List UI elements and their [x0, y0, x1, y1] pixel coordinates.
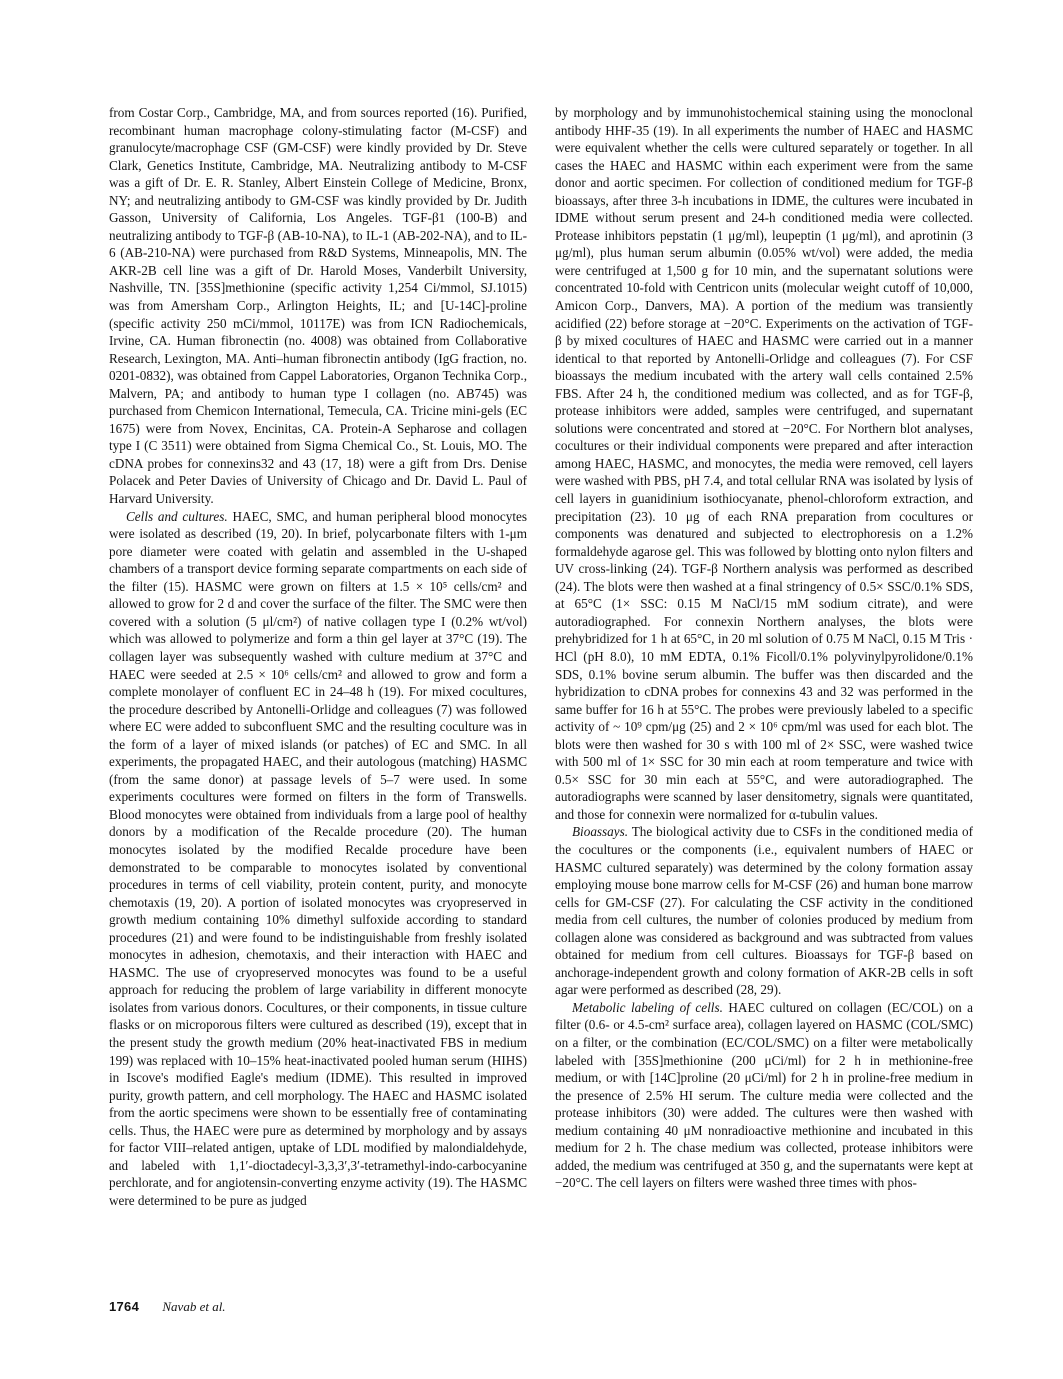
page-number: 1764 [109, 1299, 140, 1314]
right-column [555, 104, 973, 1192]
paragraph-metabolic-labeling [555, 999, 973, 1192]
run-in-heading: Bioassays. [572, 824, 629, 840]
left-column [109, 104, 527, 1209]
run-in-heading: Metabolic labeling of cells. [572, 999, 723, 1015]
run-in-heading: Cells and cultures. [126, 508, 228, 524]
paragraph-text: HAEC cultured on collagen (EC/COL) on a filter (0.6- or 4.5-cm² surface area), collagen layered on HASMC (COL/SMC) on a filter, or the combination (EC/COL/SMC) on a filter were metabolically labeled with [35S]methionine (200 μCi/ml) for 2 h in methionine-free medium, or with [14C]proline (20 μCi/ml) for 2 h in proline-free medium in the presence of 2.5% HI serum. The culture media were collected and the protease inhibitors (30) were added. The cultures were then washed with medium containing 40 μM nonradioactive methionine and incubated in this medium for 2 h. The chase medium was collected, protease inhibitors were added, the medium was centrifuged at 350 g, and the supernatants were kept at −20°C. The cell layers on filters were washed three times with phos- [555, 999, 974, 1191]
paragraph-text: The biological activity due to CSFs in the conditioned media of the cocultures or the components (i.e., equivalent numbers of HAEC or HASMC cultured separately) was determined by the colony formation assay employing mouse bone marrow cells for M-CSF (26) and human bone marrow cells for GM-CSF (27). For calculating the CSF activity in the conditioned media from cell cultures, the number of colonies produced by medium from collagen alone was considered as background and was subtracted from values obtained for medium from cell cultures. Bioassays for TGF-β based on anchorage-independent growth and colony formation of AKR-2B cells in soft agar were performed as described (28, 29). [555, 824, 973, 998]
running-author: Navab et al. [162, 1299, 226, 1314]
page-footer [109, 1299, 226, 1315]
paragraph-text: HAEC, SMC, and human peripheral blood monocytes were isolated as described (19, 20). In brief, polycarbonate filters with 1-μm pore diameter were coated with gelatin and assembled in the U-shaped chambers of a transport device forming separate compartments on each side of the filter (15). HASMC were grown on filters at 1.5 × 10⁵ cells/cm² and allowed to grow for 2 d and cover the surface of the filter. The SMC were then covered with a solution (5 μl/cm²) of native collagen type I (0.2% wt/vol) which was allowed to polymerize and form a thin gel layer at 37°C (19). The collagen layer was subsequently washed with culture medium at 37°C and HAEC were seeded at 2.5 × 10⁶ cells/cm² and allowed to grow and form a complete monolayer of confluent EC in 24–48 h (19). For mixed cocultures, the procedure described by Antonelli-Orlidge and colleagues (7) was followed where EC were added to subconfluent SMC and the resulting coculture was in the form of a layer of mixed islands (or patches) of EC and SMC. In all experiments, the propagated HAEC, and their autologous (matching) HASMC (from the same donor) at passage levels of 5–7 were used. In some experiments cocultures were formed on filters in the form of Transwells. Blood monocytes were obtained from individuals from a large pool of healthy donors by a modification of the Recalde procedure (20). The human monocytes isolated by the modified Recalde procedure have been demonstrated to be comparable to monocytes isolated by conventional procedures in terms of cell viability, protein content, purity, and monocyte chemotaxis (19, 20). A portion of isolated monocytes was cryopreserved in growth medium containing 10% dimethyl sulfoxide according to standard procedures (21) and were found to be indistinguishable from freshly isolated monocytes in adhesion, chemotaxis, and their interaction with HAEC and HASMC. The use of cryopreserved monocytes was found to be a useful approach for reducing the problem of large variability in different monocyte isolates from various donors. Cocultures, or their components, in tissue culture flasks or on microporous filters were cultured as described (19), except that in the present study the growth medium (20% heat-inactivated FBS in medium 199) was replaced with 10–15% heat-inactivated pooled human serum (HIHS) in Iscove's modified Eagle's medium (IDME). This resulted in improved purity, growth pattern, and cell morphology. The HAEC and HASMC isolated from the aortic specimens were shown to be essentially free of contaminating cells. Thus, the HAEC were pure as determined by morphology and by assays for factor VIII–related antigen, uptake of LDL modified by malondialdehyde, and labeled with 1,1′-dioctadecyl-3,3,3′,3′-tetramethyl-indo-carbocyanine perchlorate, and for angiotensin-converting enzyme activity (19). The HASMC were determined to be pure as judged [109, 508, 527, 1208]
paragraph-cells-and-cultures [109, 508, 527, 1210]
paragraph-materials [109, 104, 527, 508]
paragraph-text: by morphology and by immunohistochemical staining using the monoclonal antibody HHF-35 (19). In all experiments the number of HAEC and HASMC were equivalent whether the cells were cultured separately or together. In all cases the HAEC and HASMC within each experiment were from the same donor and aortic specimen. For collection of conditioned medium for TGF-β bioassays, after three 3-h incubations in IDME, the cultures were incubated in IDME without serum present and 24-h conditioned media were collected. Protease inhibitors pepstatin (1 μg/ml), leupeptin (1 μg/ml), and aprotinin (3 μg/ml), plus human serum albumin (0.05% wt/vol) were added, the media were centrifuged at 1,500 g for 10 min, and the supernatant solutions were concentrated 10-fold with Centricon units (molecular weight cutoff of 10,000, Amicon Corp., Danvers, MA). A portion of the medium was transiently acidified (22) before storage at −20°C. Experiments on the activation of TGF-β by mixed cocultures of HAEC and HASMC were carried out in a manner identical to that reported by Antonelli-Orlidge and colleagues (7). For CSF bioassays the medium incubated with the artery wall cells contained 2.5% FBS. After 24 h, the conditioned medium was collected, and as for TGF-β, protease inhibitors were added, samples were centrifuged, and supernatant solutions were concentrated and stored at −20°C. For Northern blot analyses, cocultures or their individual components were prepared and after interaction among HAEC, HASMC, and monocytes, the media were removed, cell layers were washed with PBS, pH 7.4, and total cellular RNA was isolated by lysis of cell layers in guanidinium isothiocyanate, phenol-chloroform extraction, and precipitation (23). 10 μg of each RNA preparation from cocultures or components was denatured and subjected to electrophoresis on a 1.2% formaldehyde agarose gel. This was followed by blotting onto nylon filters and UV cross-linking (24). TGF-β Northern analysis was performed as described (24). The blots were then washed at a final stringency of 0.5× SSC/0.1% SDS, at 65°C (1× SSC: 0.15 M NaCl/15 mM sodium citrate), and were autoradiographed. For connexin Northern analyses, the blots were prehybridized for 1 h at 65°C, in 20 ml solution of 0.75 M NaCl, 0.15 M Tris · HCl (pH 8.0), 10 mM EDTA, 0.1% Ficoll/0.1% polyvinylpyrolidone/0.1% SDS, 0.1% bovine serum albumin. The buffer was then discarded and the hybridization to cDNA probes for connexins 43 and 32 was performed in the same buffer for 16 h at 55°C. The probes were previously labeled to a specific activity of ~ 10⁹ cpm/μg (25) and 2 × 10⁶ cpm/ml was used for each blot. The blots were then washed for 30 s with 100 ml of 2× SSC, were washed twice with 500 ml of 1× SSC for 30 min each at room temperature and twice with 0.5× SSC for 30 min each at 55°C, and were autoradiographed. The autoradiographs were scanned by laser densitometry, signals were quantitated, and those for connexin were normalized for α-tubulin values. [555, 105, 973, 822]
paragraph-bioassays [555, 823, 973, 998]
paragraph-continued [555, 104, 973, 823]
paragraph-text: from Costar Corp., Cambridge, MA, and from sources reported (16). Purified, recombinant human macrophage colony-stimulating factor (M-CSF) and granulocyte/macrophage CSF (GM-CSF) were kindly provided by Dr. Steve Clark, Genetics Institute, Cambridge, MA. Neutralizing antibody to M-CSF was a gift of Dr. E. R. Stanley, Albert Einstein College of Medicine, Bronx, NY; and neutralizing antibody to GM-CSF was kindly provided by Dr. Judith Gasson, University of California, Los Angeles. TGF-β1 (100-B) and neutralizing antibody to TGF-β (AB-10-NA), to IL-1 (AB-202-NA), and to IL-6 (AB-210-NA) were purchased from R&D Systems, Minneapolis, MN. The AKR-2B cell line was a gift of Dr. Harold Moses, Vanderbilt University, Nashville, TN. [35S]methionine (specific activity 1,254 Ci/mmol, SJ.1015) was from Amersham Corp., Arlington Heights, IL; and [U-14C]-proline (specific activity 250 mCi/mmol, 10117E) was from ICN Radiochemicals, Irvine, CA. Human fibronectin (no. 4008) was obtained from Collaborative Research, Lexington, MA. Anti–human fibronectin antibody (IgG fraction, no. 0201-0832), was obtained from Cappel Laboratories, Organon Technika Corp., Malvern, PA; and antibody to human type I collagen (no. AB745) was purchased from Chemicon International, Temecula, CA. Tricine mini-gels (EC 1675) were from Novex, Encinitas, CA. Protein-A Sepharose and collagen type I (C 3511) were obtained from Sigma Chemical Co., St. Louis, MO. The cDNA probes for connexins32 and 43 (17, 18) were a gift from Drs. Denise Polacek and Peter Davies of University of Chicago and Dr. David L. Paul of Harvard University. [109, 105, 527, 507]
